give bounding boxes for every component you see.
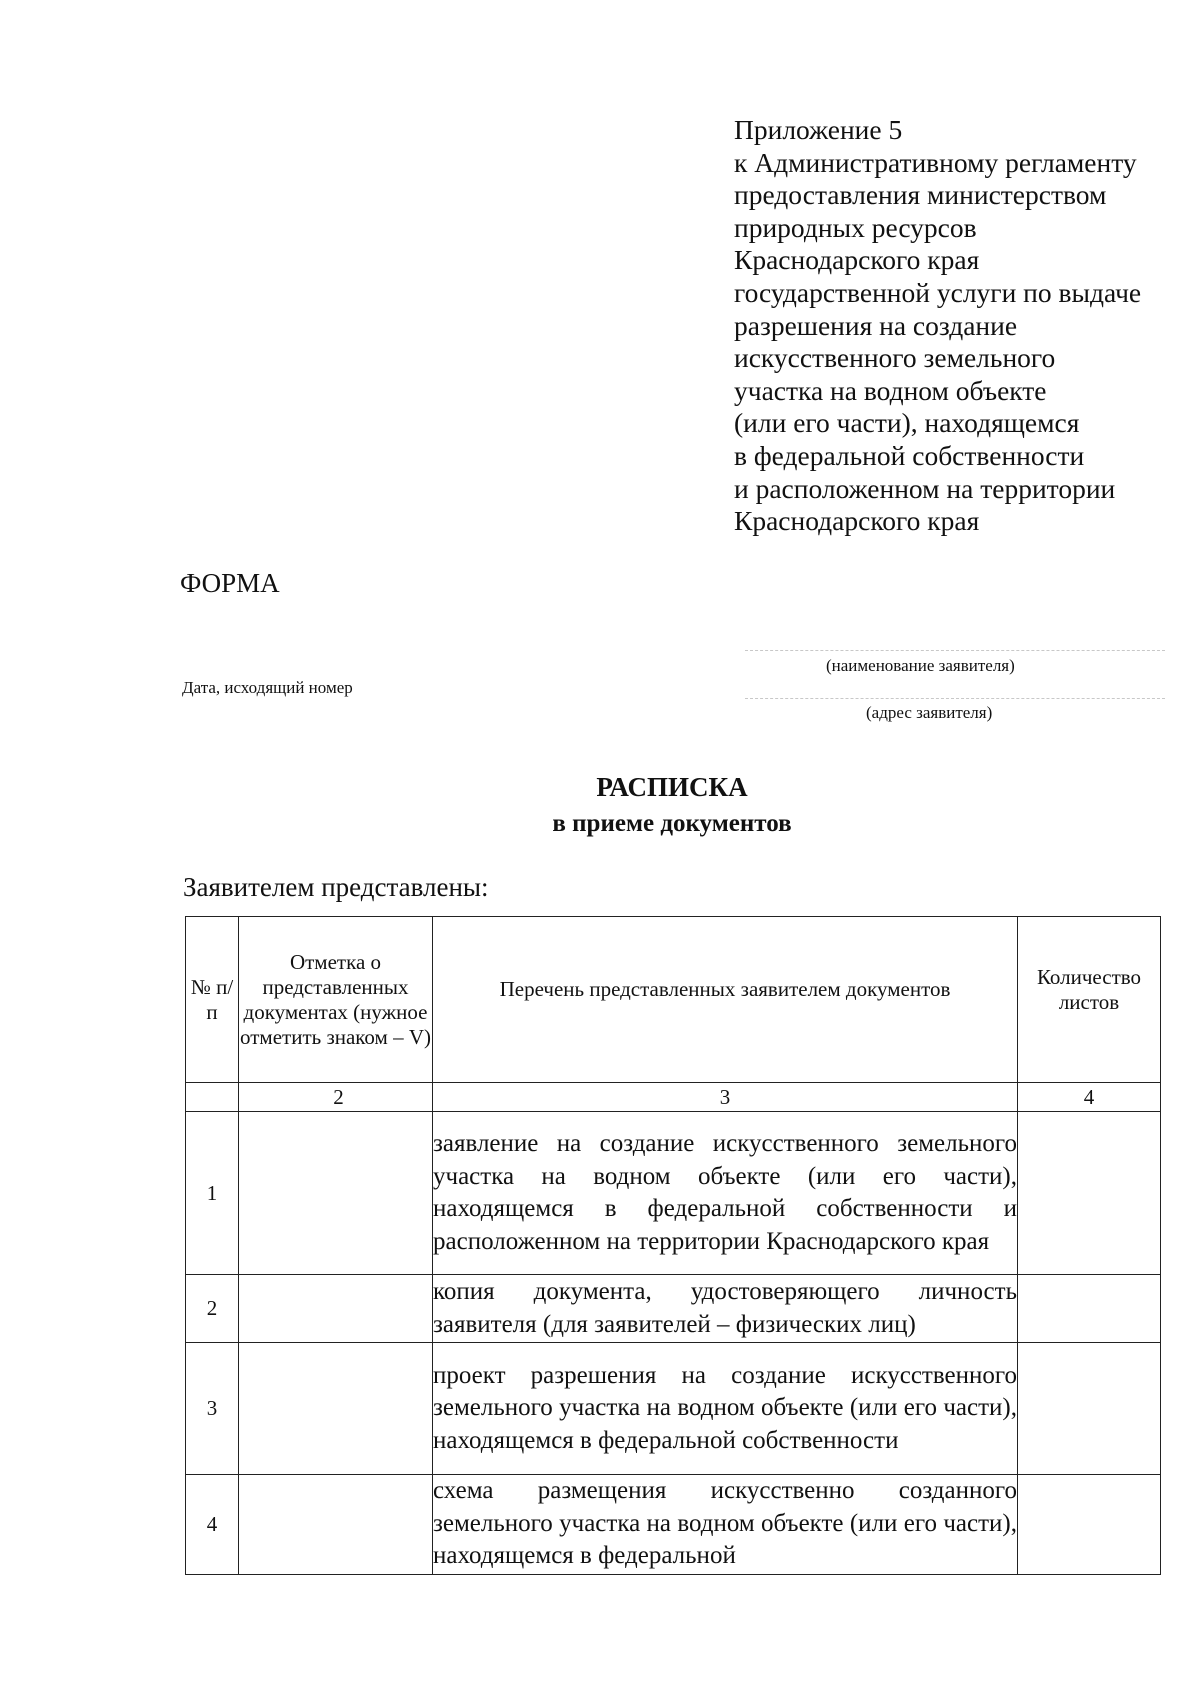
- intro-text: Заявителем представлены:: [183, 872, 489, 902]
- row-document-text: копия документа, удостоверяющего личность заявителя (для заявителей – физических лиц): [433, 1275, 1018, 1343]
- table-row: [186, 1475, 1161, 1575]
- applicant-name-line: [745, 650, 1165, 651]
- table-row: [186, 1275, 1161, 1343]
- appendix-line: Краснодарского края: [734, 505, 980, 537]
- row-index: 4: [186, 1475, 239, 1575]
- applicant-address-line: [745, 698, 1165, 699]
- appendix-line: Краснодарского края: [734, 244, 980, 276]
- date-number-caption: Дата, исходящий номер: [182, 678, 353, 697]
- appendix-header: [734, 114, 1174, 538]
- appendix-line: Приложение 5: [734, 114, 903, 145]
- column-number: 3: [433, 1083, 1018, 1112]
- row-sheet-count: [1018, 1343, 1161, 1475]
- appendix-line: государственной услуги по выдаче: [734, 276, 1142, 308]
- document-subtitle: в приеме документов: [552, 810, 792, 837]
- documents-table: [185, 916, 1161, 1575]
- table-header-row: [186, 917, 1161, 1083]
- table-row: [186, 1343, 1161, 1475]
- applicant-name-caption: (наименование заявителя): [826, 656, 1015, 675]
- header-sheet-count-text: Количество листов: [1036, 964, 1142, 1014]
- row-sheet-count: [1018, 1275, 1161, 1343]
- column-number: [186, 1083, 239, 1112]
- form-label: ФОРМА: [180, 568, 280, 598]
- appendix-line: природных ресурсов: [734, 211, 977, 243]
- appendix-line: искусственного земельного: [734, 342, 1056, 374]
- row-index: 3: [186, 1343, 239, 1475]
- appendix-line: в федеральной собственности: [734, 439, 1085, 471]
- table-row: [186, 1112, 1161, 1275]
- row-mark-cell: [239, 1343, 433, 1475]
- appendix-line: предоставления министерством: [734, 179, 1107, 211]
- row-mark-cell: [239, 1475, 433, 1575]
- row-document-text: схема размещения искусственно созданного земельного участка на водном объекте (или его части), находящемся в федеральной: [433, 1477, 1017, 1569]
- column-number-row: [186, 1083, 1161, 1112]
- appendix-line: (или его части), находящемся: [734, 407, 1080, 439]
- row-document-text: заявление на создание искусственного земельного участка на водном объекте (или его части), находящемся в федеральной собственности и расположенном на территории Краснодарского края: [433, 1112, 1018, 1275]
- header-sheet-count: [1018, 917, 1161, 1083]
- header-mark: Отметка о представленных документах (нужное отметить знаком – V): [239, 917, 433, 1083]
- column-number: 2: [239, 1083, 433, 1112]
- appendix-line: и расположенном на территории: [734, 472, 1116, 504]
- appendix-line: участка на водном объекте: [734, 374, 1047, 406]
- row-index: 2: [186, 1275, 239, 1343]
- row-mark-cell: [239, 1112, 433, 1275]
- applicant-address-caption: (адрес заявителя): [866, 703, 993, 722]
- row-index: 1: [186, 1112, 239, 1275]
- row-mark-cell: [239, 1275, 433, 1343]
- row-sheet-count: [1018, 1112, 1161, 1275]
- row-sheet-count: [1018, 1475, 1161, 1575]
- row-document-text-cell: [433, 1475, 1018, 1575]
- document-title: РАСПИСКА: [596, 772, 748, 802]
- column-number: 4: [1018, 1083, 1161, 1112]
- header-number: № п/п: [186, 917, 239, 1083]
- header-document-list: [433, 917, 1018, 1083]
- appendix-line: разрешения на создание: [734, 309, 1018, 341]
- row-document-text: проект разрешения на создание искусственного земельного участка на водном объекте (или его части), находящемся в федеральной собственности: [433, 1343, 1018, 1475]
- appendix-line: к Административному регламенту: [734, 146, 1137, 178]
- header-document-list-text: Перечень представленных заявителем документов: [499, 977, 951, 1001]
